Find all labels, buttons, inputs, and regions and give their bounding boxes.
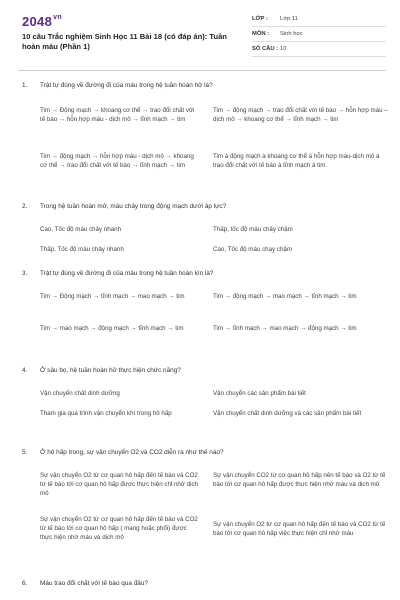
info-label: SỐ CÂU :: [252, 46, 279, 52]
option-d[interactable]: Tim → tĩnh mạch → mao mạch → động mạch → tim: [213, 325, 357, 332]
info-table: [252, 12, 386, 57]
logo-suffix: vn: [53, 14, 62, 21]
option-a[interactable]: Cao, Tốc độ máu chảy nhanh: [40, 226, 122, 233]
option-b[interactable]: Sự vận chuyển CO2 từ cơ quan hô hấp nên tế bào và O2 từ tế bào tới cơ quan hô hấp được thực hiện nhờ máu và dịch mô: [213, 472, 386, 489]
option-c[interactable]: Tim → mao mạch → động mạch → tĩnh mạch → tim: [40, 325, 184, 332]
document-header: [0, 0, 400, 64]
option-c[interactable]: Tham gia quá trình vận chuyển khí trong hô hấp: [40, 410, 172, 417]
option-b[interactable]: Tim → động mạch → mao mạch → tĩnh mạch → tim: [213, 293, 357, 300]
option-d[interactable]: Cao, Tốc độ máu chạy chậm: [213, 246, 292, 253]
question-text: Trật tự đúng về đường đi của máu trong hệ tuần hoàn hở là?: [40, 82, 213, 89]
logo-main: 2048: [22, 14, 53, 29]
option-a[interactable]: Vận chuyển chất dinh dưỡng: [40, 390, 120, 397]
option-d[interactable]: Tim à động mạch à khoang cơ thể à hỗn hợp máu-dịch mô à trao đổi chất với tế bào à tĩnh mạch à tim.: [213, 153, 380, 170]
option-c[interactable]: Tim → động mạch → hỗn hợp máu - dịch mô → khoang cơ thể → trao đổi chất với tế bào → tĩnh mạch → tim: [40, 153, 194, 170]
info-row-class: [252, 12, 386, 27]
info-row-subject: [252, 27, 386, 42]
info-row-count: [252, 42, 386, 57]
option-d[interactable]: Vận chuyển chất dinh dưỡng và các sản phẩm bài tiết: [213, 410, 362, 417]
question-number: 3.: [22, 270, 28, 277]
info-value: Lớp 11: [280, 16, 298, 22]
option-a[interactable]: Tim → Động mạch → tĩnh mạch → mao mạch → tim: [40, 293, 185, 300]
question-text: Trong hệ tuần hoàn mở, máu chảy trong động mạch dưới áp lực?: [40, 203, 227, 210]
question-number: 4.: [22, 367, 28, 374]
option-b[interactable]: Vận chuyển các sản phẩm bài tiết: [213, 390, 306, 397]
question-text: Ở sâu bọ, hệ tuần hoàn hở thực hiện chức năng?: [40, 367, 181, 374]
question-number: 2.: [22, 203, 28, 210]
option-c[interactable]: Sự vận chuyển O2 từ cơ quan hô hấp đến tế bào và CO2 từ tế bào tới cơ quan hô hấp ( mang hoặc phổi) được thực hiện nhờ máu và dịch mô: [40, 516, 198, 542]
question-number: 1.: [22, 82, 28, 89]
question-text: Trật tự đúng về đường đi của máu trong hệ tuần hoàn kín là?: [40, 270, 214, 277]
option-d[interactable]: Sự vận chuyển O2 từ cơ quan hô hấp đến tế bào và CO2 từ tế bào tới cơ quan hô hấp việc thực hiện chỉ nhờ máu: [213, 521, 386, 538]
question-text: Ở hô hấp trong, sự vận chuyển O2 và CO2 diễn ra như thế nào?: [40, 449, 224, 456]
question-text: Máu trao đổi chất với tế bào qua đâu?: [40, 580, 148, 587]
option-a[interactable]: Sự vận chuyển O2 từ cơ quan hô hấp đến tế bào và CO2 từ tế bào tới cơ quan hô hấp được thực hiện chỉ nhờ dịch mô: [40, 472, 198, 498]
option-c[interactable]: Thấp, Tốc độ máu chảy nhanh: [40, 246, 124, 253]
site-logo[interactable]: [22, 14, 62, 29]
option-b[interactable]: Thấp, tốc độ máu chảy chậm: [213, 226, 293, 233]
header-divider: [18, 70, 386, 71]
question-number: 5.: [22, 449, 28, 456]
info-value: 10: [280, 46, 287, 52]
option-a[interactable]: Tim → Động mạch → khoang cơ thể → trao đổi chất với tế bào → hỗn hợp máu - dịch mô → tĩnh mạch → tim: [40, 107, 195, 124]
info-label: MÔN :: [252, 31, 270, 37]
question-number: 6.: [22, 580, 28, 587]
info-value: Sinh học: [280, 31, 303, 37]
info-label: LỚP :: [252, 16, 268, 22]
page-title: 10 câu Trắc nghiệm Sinh Học 11 Bài 18 (có đáp án): Tuần hoàn máu (Phần 1): [22, 32, 227, 51]
option-b[interactable]: Tim → động mạch → trao đổi chất với tế bào → hỗn hợp máu – dịch mô → khoang cơ thể → tĩnh mạch → tim: [213, 107, 388, 124]
